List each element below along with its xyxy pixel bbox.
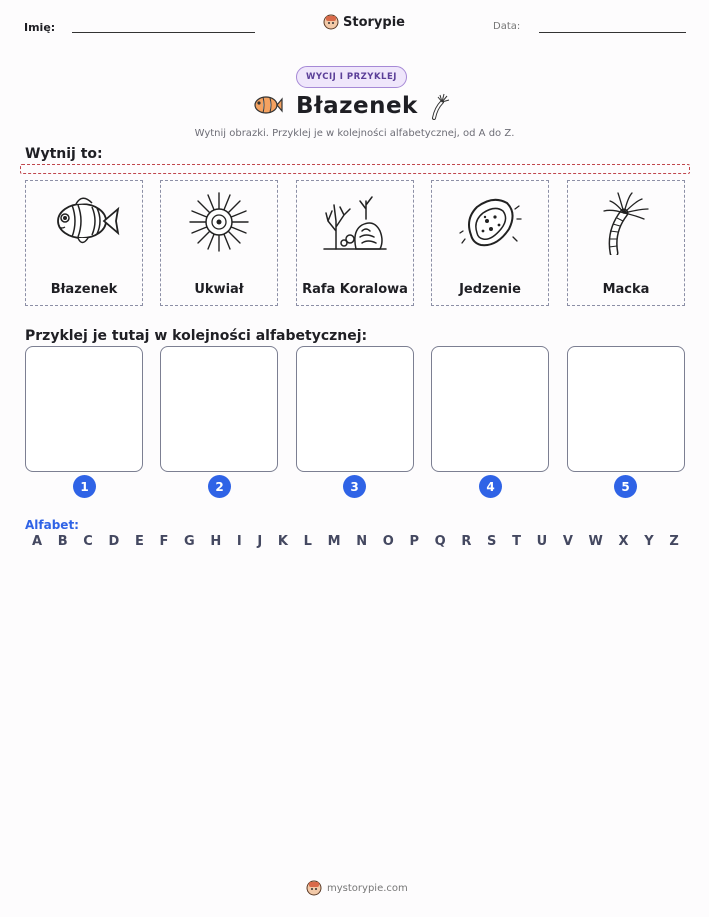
paste-slot-4[interactable] — [431, 346, 549, 472]
alphabet-letter: G — [184, 534, 195, 549]
brand-logo — [323, 14, 405, 30]
alphabet-letter: O — [382, 534, 394, 549]
cut-card-food[interactable] — [431, 180, 549, 306]
paste-slot-2[interactable] — [160, 346, 278, 472]
footer-site-link[interactable]: mystorypie.com — [327, 882, 408, 894]
cut-card-coral-reef[interactable] — [296, 180, 414, 306]
tentacle-icon — [428, 92, 456, 124]
paste-slot-3[interactable] — [296, 346, 414, 472]
alphabet-letter: F — [159, 534, 169, 549]
anemone-icon — [187, 191, 251, 253]
coral-reef-icon — [322, 191, 388, 253]
footer — [306, 880, 408, 896]
alphabet-letter: J — [257, 534, 263, 549]
alphabet-letter: W — [588, 534, 603, 549]
alphabet-letter: C — [83, 534, 93, 549]
paste-heading: Przyklej je tutaj w kolejności alfabetycznej: — [25, 328, 368, 344]
name-label: Imię: — [24, 21, 56, 34]
alphabet-letter: L — [303, 534, 312, 549]
alphabet-letter: N — [356, 534, 368, 549]
slot-number-badge: 3 — [343, 475, 366, 498]
alphabet-letter: E — [134, 534, 144, 549]
tentacle-icon — [596, 191, 656, 255]
storypie-mascot-icon — [323, 14, 339, 30]
card-label: Rafa Koralowa — [302, 282, 408, 297]
cut-card-clownfish[interactable] — [25, 180, 143, 306]
alphabet-letter: Y — [644, 534, 654, 549]
alphabet-letter: R — [461, 534, 472, 549]
card-label: Ukwiał — [194, 282, 244, 297]
name-line[interactable] — [72, 32, 255, 33]
clownfish-icon — [251, 92, 283, 122]
alphabet-letter: K — [277, 534, 288, 549]
activity-badge: WYCIJ I PRZYKLEJ — [296, 66, 407, 88]
alphabet-letter: H — [210, 534, 222, 549]
cut-card-tentacle[interactable] — [567, 180, 685, 306]
slot-number-badge: 1 — [73, 475, 96, 498]
page-title: Błazenek — [296, 93, 418, 119]
alphabet-letter: M — [327, 534, 341, 549]
card-label: Błazenek — [50, 282, 118, 297]
cut-card-anemone[interactable] — [160, 180, 278, 306]
alphabet-title: Alfabet: — [25, 518, 79, 532]
alphabet-letter: I — [236, 534, 242, 549]
alphabet-letter: V — [562, 534, 573, 549]
alphabet-letter: D — [108, 534, 120, 549]
card-label: Jedzenie — [459, 282, 521, 297]
cut-heading: Wytnij to: — [25, 146, 103, 162]
instructions: Wytnij obrazki. Przyklej je w kolejności alfabetycznej, od A do Z. — [194, 128, 515, 139]
alphabet-letter: B — [57, 534, 68, 549]
card-label: Macka — [602, 282, 650, 297]
alphabet-letter: Z — [669, 534, 679, 549]
paste-slot-5[interactable] — [567, 346, 685, 472]
alphabet-letter: A — [32, 534, 43, 549]
food-icon — [457, 191, 523, 253]
cut-line — [20, 164, 690, 174]
storypie-mascot-icon — [306, 880, 322, 896]
alphabet-letter: S — [487, 534, 497, 549]
alphabet-letter: U — [536, 534, 548, 549]
slot-number-badge: 4 — [479, 475, 502, 498]
alphabet-letter: T — [512, 534, 521, 549]
alphabet-letter: Q — [434, 534, 446, 549]
date-label: Data: — [493, 21, 521, 32]
brand-name: Storypie — [343, 14, 405, 30]
clownfish-icon — [48, 191, 120, 251]
slot-number-badge: 2 — [208, 475, 231, 498]
alphabet-letter: X — [618, 534, 629, 549]
date-line[interactable] — [539, 32, 686, 33]
paste-slot-1[interactable] — [25, 346, 143, 472]
alphabet-letter: P — [409, 534, 419, 549]
alphabet-row — [32, 534, 679, 549]
slot-number-badge: 5 — [614, 475, 637, 498]
